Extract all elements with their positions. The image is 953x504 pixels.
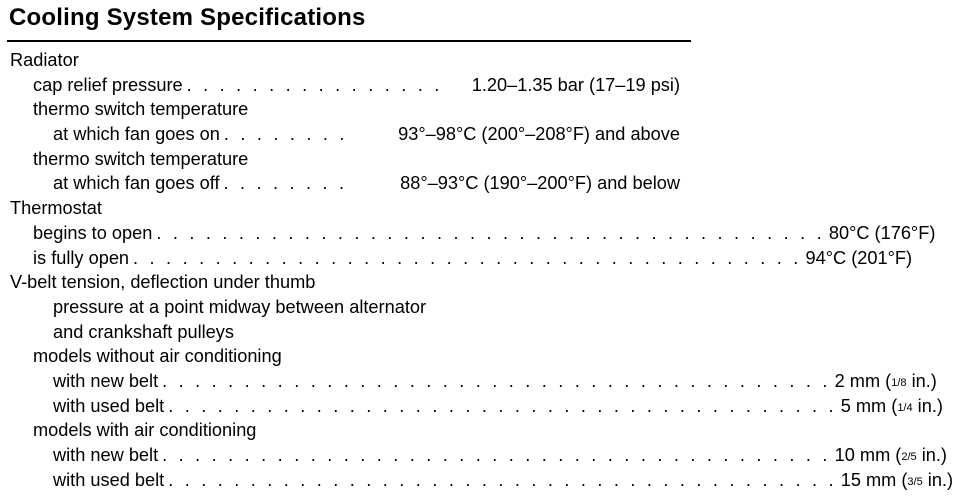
- spec-label: thermo switch temperature: [33, 99, 249, 120]
- spec-value: 10 mm ($^{2/5}$ in.): [834, 445, 947, 465]
- leader-dots: . . . . . . . . . . . . . . . . . . . . . . . . . . . . . . . . . . . . . . . . .: [168, 395, 837, 416]
- spec-row: [10, 369, 937, 394]
- leader-dots: . . . . . . . . . . . . . . . . . . . . . . . . . . . . . . . . . . . . . . . . .: [162, 370, 831, 391]
- spec-row: [10, 320, 680, 345]
- spec-row: [10, 73, 680, 98]
- spec-label: models with air conditioning: [33, 420, 257, 441]
- spec-row: [10, 196, 680, 221]
- spec-label: cap relief pressure: [33, 74, 183, 95]
- fraction: 1/4: [897, 401, 913, 414]
- spec-value: 15 mm ($^{3/5}$ in.): [840, 469, 953, 490]
- spec-row: [10, 344, 680, 369]
- fraction: 2/5: [901, 451, 917, 463]
- leader-dots: . . . . . . . . . . . . . . . . . . . . . . . . . . . . . . . . . . . . . . . . .: [168, 469, 837, 490]
- spec-row: [10, 468, 953, 493]
- spec-label: V-belt tension, deflection under thumb: [10, 272, 316, 293]
- leader-dots: . . . . . . . . . . . . . . . . . . . . . . . . . . . . . . . . . . . . . . . . .: [162, 445, 831, 465]
- fraction: 1/8: [891, 376, 907, 389]
- spec-row: [10, 221, 936, 246]
- spec-label: models without air conditioning: [33, 346, 282, 367]
- spec-value: 80°C (176°F): [828, 222, 936, 243]
- spec-value: 5 mm ($^{1/4}$ in.): [840, 395, 943, 416]
- spec-label: with used belt: [53, 395, 165, 416]
- spec-label: and crankshaft pulleys: [53, 321, 234, 342]
- spec-row: [10, 443, 947, 468]
- spec-value: 1.20–1.35 bar (17–19 psi): [471, 74, 680, 95]
- spec-row: [10, 97, 680, 122]
- spec-label: Radiator: [10, 50, 79, 70]
- spec-row: [10, 295, 680, 320]
- leader-dots: . . . . . . . .: [223, 124, 348, 145]
- spec-label: begins to open: [33, 222, 153, 243]
- spec-label: pressure at a point midway between alternator: [53, 296, 427, 317]
- spec-label: with used belt: [53, 469, 165, 490]
- spec-row: [10, 147, 680, 172]
- leader-dots: . . . . . . . . . . . . . . . . . . . . . . . . . . . . . . . . . . . . . . . . .: [133, 247, 802, 268]
- spec-row: [10, 122, 680, 147]
- spec-label: at which fan goes off: [53, 173, 220, 194]
- spec-value: 88°–93°C (190°–200°F) and below: [400, 173, 680, 194]
- spec-label: with new belt: [53, 445, 159, 465]
- spec-label: Thermostat: [10, 198, 102, 219]
- page-title: Cooling System Specifications: [9, 4, 366, 31]
- spec-value: 94°C (201°F): [805, 247, 913, 268]
- spec-row: [10, 246, 913, 271]
- spec-row: [10, 394, 943, 419]
- fraction: 3/5: [907, 475, 923, 488]
- spec-value: 93°–98°C (200°–208°F) and above: [398, 124, 680, 145]
- title-rule: [7, 40, 691, 42]
- leader-dots: . . . . . . . .: [223, 173, 348, 194]
- spec-label: at which fan goes on: [53, 124, 220, 145]
- spec-row: [10, 418, 680, 443]
- spec-value: 2 mm ($^{1/8}$ in.): [834, 370, 937, 391]
- spec-row: [10, 171, 680, 196]
- leader-dots: . . . . . . . . . . . . . . . . . . . . . . . . . . . . . . . . . . . . . . . . .: [156, 222, 825, 243]
- spec-row: [10, 270, 680, 295]
- spec-label: thermo switch temperature: [33, 148, 249, 169]
- spec-list: [10, 48, 953, 492]
- spec-row: [10, 48, 680, 73]
- leader-dots: . . . . . . . . . . . . . . . .: [186, 74, 443, 95]
- spec-label: with new belt: [53, 370, 159, 391]
- spec-label: is fully open: [33, 247, 130, 268]
